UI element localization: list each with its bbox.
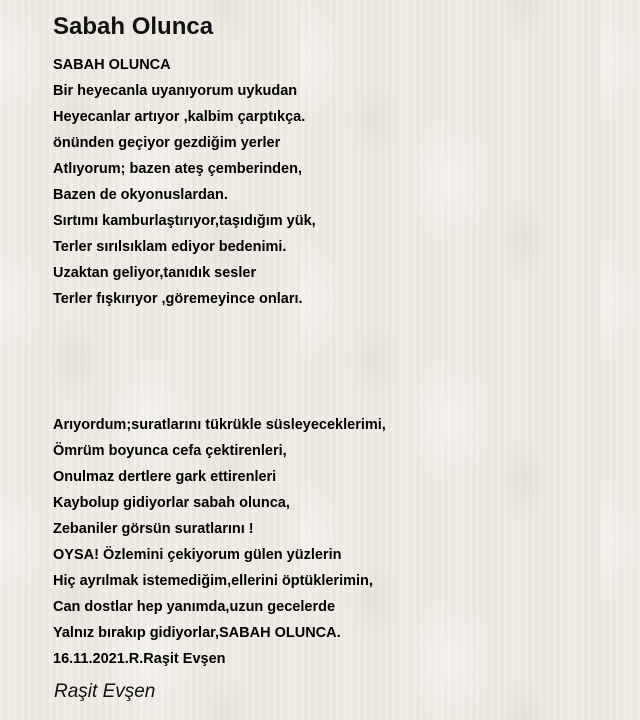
poem-line: önünden geçiyor gezdiğim yerler [53,135,281,151]
poem-line: Onulmaz dertlere gark ettirenleri [53,469,277,485]
poem-line: Hiç ayrılmak istemediğim,ellerini öptüklerimin, [53,573,373,589]
stanza-1 [53,52,316,312]
poem-date-signature: 16.11.2021.R.Raşit Evşen [53,651,226,667]
poem-line: Arıyordum;suratlarını tükrükle süsleyeceklerimi, [53,417,386,433]
poem-line: Terler sırılsıklam ediyor bedenimi. [53,239,287,255]
poem-line: Heyecanlar artıyor ,kalbim çarptıkça. [53,109,306,125]
poem-line: Kaybolup gidiyorlar sabah olunca, [53,495,290,511]
poem-line: Zebaniler görsün suratlarını ! [53,521,254,537]
poem-line: Bazen de okyonuslardan. [53,187,228,203]
stanza-2 [53,412,386,672]
author-name: Raşit Evşen [54,681,156,702]
poem-line: SABAH OLUNCA [53,57,171,73]
poem-title: Sabah Olunca [53,13,214,40]
poem-line: Can dostlar hep yanımda,uzun gecelerde [53,599,336,615]
poem-line: Sırtımı kamburlaştırıyor,taşıdığım yük, [53,213,316,229]
poem-line: OYSA! Özlemini çekiyorum gülen yüzlerin [53,547,342,563]
poem-line: Ömrüm boyunca cefa çektirenleri, [53,443,287,459]
poem-line: Atlıyorum; bazen ateş çemberinden, [53,161,302,177]
poem-line: Yalnız bırakıp gidiyorlar,SABAH OLUNCA. [53,625,341,641]
poem-line: Terler fışkırıyor ,göremeyince onları. [53,291,303,307]
poem-line: Uzaktan geliyor,tanıdık sesler [53,265,257,281]
poem-line: Bir heyecanla uyanıyorum uykudan [53,83,298,99]
